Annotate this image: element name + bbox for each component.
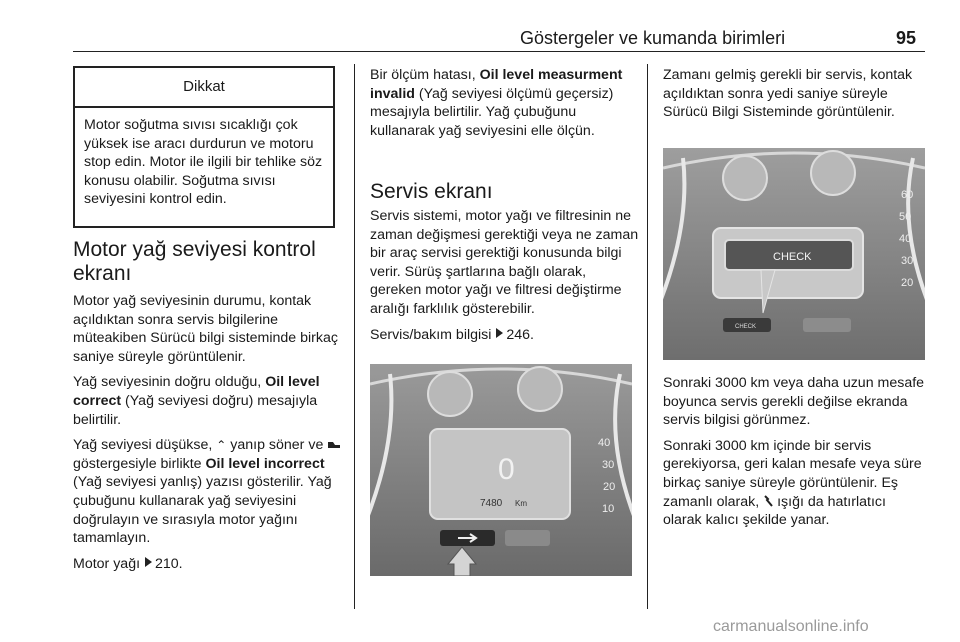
right-paragraph-1: Zamanı gelmiş gerekli bir servis, kontak açıldıktan sonra yedi saniye süreyle Sürücü Bilgi Sisteminde görüntülenir. <box>663 67 913 121</box>
svg-text:60: 60 <box>901 189 914 201</box>
warning-box <box>73 66 335 228</box>
fuel-gauge-icon <box>428 372 472 416</box>
svg-text:50: 50 <box>899 211 912 223</box>
engine-oil-heading: Motor yağ seviyesi kontrol ekranı <box>73 238 316 285</box>
svg-text:30: 30 <box>901 255 914 267</box>
page-header-title: Göstergeler ve kumanda birimleri <box>520 28 786 48</box>
svg-text:10: 10 <box>602 503 615 515</box>
cluster-photo-wrench <box>370 364 632 576</box>
svg-text:40: 40 <box>598 437 611 449</box>
fuel-gauge-icon <box>723 156 767 200</box>
speed-digit: 0 <box>498 453 515 486</box>
page-reference-link[interactable]: 246. <box>506 326 534 343</box>
svg-text:20: 20 <box>901 277 914 289</box>
service-display-heading: Servis ekranı <box>370 180 493 203</box>
right-top-text <box>663 66 928 129</box>
left-paragraph-2: Yağ seviyesinin doğru olduğu, Oil level correct (Yağ seviyesi doğru) mesajıyla belirtilir. <box>73 374 320 428</box>
temperature-gauge-icon <box>518 367 562 411</box>
left-paragraph-3: Yağ seviyesi düşükse, ⌃ yanıp söner ve göstergesiyle birlikte Oil level incorrect (Yağ seviyesi yanlış) yazısı gösterilir. Yağ çubuğunu kullanarak yağ seviyesini doğrulayın ve sırasıyla motor yağını tamamlayın. <box>73 436 345 548</box>
odometer-value: 7480 <box>480 498 503 509</box>
middle-paragraph-2: Servis sistemi, motor yağı ve filtresinin ne zaman değişmesi gerektiği veya ne zaman bir araç servisi gerektiği konusunda bilgi verir. Sürüş şartlarına bağlı olarak, gereken motor yağı ve filtresi değiştirme aralığı farklılık gösterebilir. <box>370 208 639 317</box>
column-divider-1 <box>354 64 355 609</box>
page-reference-link[interactable]: 210. <box>154 555 183 572</box>
svg-text:40: 40 <box>899 233 912 245</box>
reference-arrow-icon <box>496 328 503 338</box>
oil-can-icon: ⌃ <box>216 438 227 453</box>
warning-text: Motor soğutma sıvısı sıcaklığı çok yüksek ise aracı durdurun ve motoru stop edin. Motor ile ilgili bir tehlike söz konusu olabilir. Soğutma sıvısı seviyesini kontrol edin. <box>84 117 323 208</box>
left-column <box>73 292 345 580</box>
service-wrench-icon <box>763 495 773 507</box>
right-paragraph-3: Sonraki 3000 km içinde bir servis gerekiyorsa, geri kalan mesafe veya süre birkaç saniye süreyle görüntülenir. Eş zamanlı olarak, ışığı da hatırlatıcı olarak kalıcı şekilde yanar. <box>663 437 922 529</box>
column-divider-2 <box>647 64 648 609</box>
middle-paragraph-1: Bir ölçüm hatası, Oil level measurment invalid (Yağ seviyesi ölçümü geçersiz) mesajıyla belirtilir. Yağ çubuğunu kullanarak yağ seviyesini elle ölçün. <box>370 67 623 139</box>
page-number: 95 <box>896 28 917 48</box>
svg-text:20: 20 <box>603 481 616 493</box>
temperature-gauge-icon <box>811 151 855 195</box>
svg-text:CHECK: CHECK <box>735 324 757 330</box>
right-paragraph-2: Sonraki 3000 km veya daha uzun mesafe boyunca servis gerekli değilse ekranda servis bilgisi görünmez. <box>663 375 925 429</box>
header-rule <box>73 51 925 52</box>
cluster-photo-check <box>663 148 925 360</box>
warning-title: Dikkat <box>75 68 333 108</box>
oil-level-icon <box>327 440 341 450</box>
middle-paragraph-3: Servis/bakım bilgisi 246. <box>370 326 534 343</box>
check-label: CHECK <box>773 251 812 263</box>
middle-top-text <box>370 66 640 147</box>
watermark: carmanualsonline.info <box>713 618 869 635</box>
odometer-unit: Km <box>515 499 527 508</box>
left-paragraph-4: Motor yağı 210. <box>73 555 183 572</box>
middle-column <box>370 207 640 351</box>
reference-arrow-icon <box>145 557 152 567</box>
left-paragraph-1: Motor yağ seviyesinin durumu, kontak açıldıktan sonra servis bilgilerine müteakiben Sürücü bilgi sisteminde birkaç saniye süreyle görüntülenir. <box>73 293 338 365</box>
right-column <box>663 374 928 537</box>
svg-text:30: 30 <box>602 459 615 471</box>
